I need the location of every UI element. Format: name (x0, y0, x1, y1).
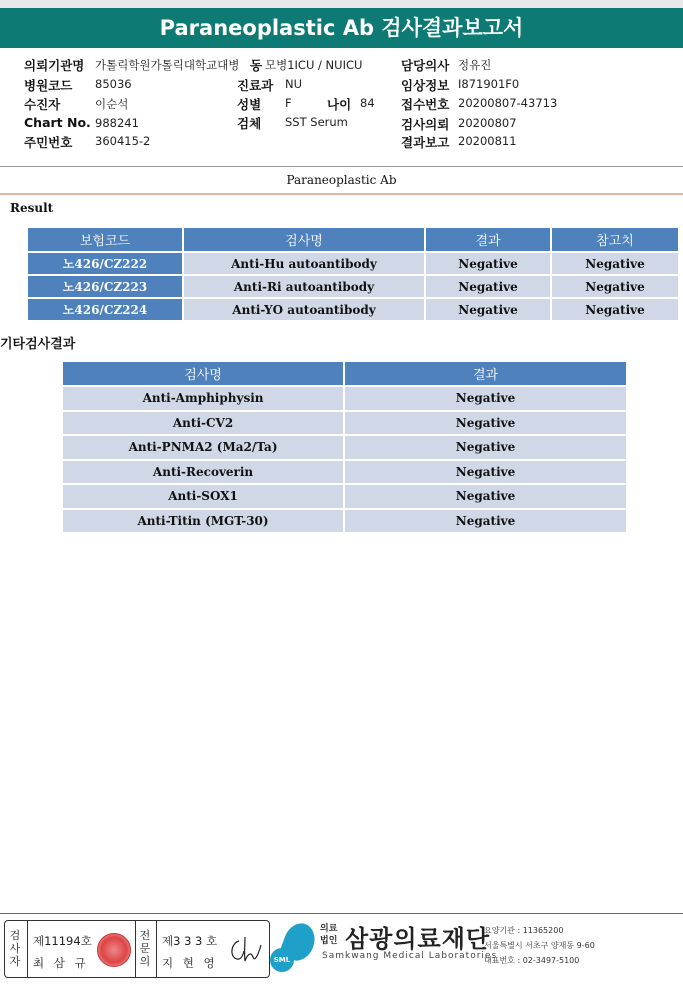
institution-label: 의뢰기관명 (24, 58, 85, 73)
specialist-number: 제3 3 3 호 (162, 934, 218, 948)
reference-value: Negative (552, 276, 678, 297)
table-row (63, 412, 626, 435)
reference-value: Negative (552, 299, 678, 320)
table-row (63, 436, 626, 459)
test-result: Negative (426, 276, 550, 297)
signature-box (4, 920, 270, 978)
column-header: 결과 (345, 362, 626, 385)
result-table (26, 226, 680, 322)
top-band (0, 0, 683, 8)
dept-value: NU (285, 77, 303, 91)
test-result: Negative (345, 387, 626, 410)
test-name: Anti-Ri autoantibody (184, 276, 424, 297)
divider (0, 193, 683, 195)
footer (0, 915, 683, 984)
id-value: 360415-2 (95, 134, 151, 148)
chart-label: Chart No. (24, 115, 91, 130)
ward-value: 모병1ICU / NUICU (265, 58, 363, 72)
test-result: Negative (426, 299, 550, 320)
clinical-label: 임상정보 (401, 78, 450, 93)
sex-label: 성별 (237, 97, 262, 112)
org-address: 서울특별시 서초구 양재동 9-60 (484, 941, 595, 950)
test-name: Anti-Titin (MGT-30) (63, 510, 343, 533)
insurance-code: 노426/CZ224 (28, 299, 182, 320)
column-header: 보험코드 (28, 228, 182, 251)
tester-name: 최 삼 규 (33, 956, 89, 970)
divider (156, 921, 157, 977)
table-row (63, 485, 626, 508)
sex-value: F (285, 96, 292, 110)
divider (0, 166, 683, 167)
table-row (28, 276, 678, 297)
table-row (28, 253, 678, 274)
test-result: Negative (345, 412, 626, 435)
patient-info (0, 48, 683, 166)
hospital-code-label: 병원코드 (24, 78, 73, 93)
reference-value: Negative (552, 253, 678, 274)
other-tests-table (61, 360, 628, 534)
other-tests-heading: 기타검사결과 (0, 337, 76, 352)
org-type: 의료법인 (320, 924, 338, 946)
report-value: 20200811 (458, 134, 517, 148)
specimen-label: 검체 (237, 116, 262, 131)
column-header: 참고치 (552, 228, 678, 251)
dept-label: 진료과 (237, 78, 274, 93)
table-row (63, 461, 626, 484)
test-result: Negative (345, 461, 626, 484)
doctor-value: 정유진 (458, 58, 492, 72)
test-name: Anti-CV2 (63, 412, 343, 435)
column-header: 결과 (426, 228, 550, 251)
footer-divider (0, 913, 683, 914)
test-result: Negative (426, 253, 550, 274)
result-heading: Result (10, 201, 54, 215)
specialist-label: 전 문 의 (139, 929, 151, 968)
section-subtitle: Paraneoplastic Ab (286, 173, 397, 187)
age-label: 나이 (327, 97, 352, 112)
clinical-value: I871901F0 (458, 77, 520, 91)
report-label: 결과보고 (401, 135, 450, 150)
table-row (63, 510, 626, 533)
table-header-row (28, 228, 678, 251)
org-phone: 대표번호 : 02-3497-5100 (484, 956, 580, 965)
insurance-code: 노426/CZ222 (28, 253, 182, 274)
test-name: Anti-Hu autoantibody (184, 253, 424, 274)
org-english-name: Samkwang Medical Laboratories (322, 951, 498, 961)
table-row (28, 299, 678, 320)
org-code: 요양기관 : 11365200 (484, 926, 564, 935)
request-value: 20200807 (458, 116, 517, 130)
signature-mark (227, 935, 265, 965)
age-value: 84 (360, 96, 375, 110)
id-label: 주민번호 (24, 135, 73, 150)
report-title: Paraneoplastic Ab 검사결과보고서 (0, 8, 683, 48)
column-header: 검사명 (184, 228, 424, 251)
test-name: Anti-SOX1 (63, 485, 343, 508)
receipt-label: 접수번호 (401, 97, 450, 112)
org-name: 삼광의료재단 (345, 925, 491, 953)
patient-value: 이순석 (95, 97, 129, 111)
receipt-value: 20200807-43713 (458, 96, 558, 110)
specialist-name: 지 현 영 (162, 956, 218, 970)
test-name: Anti-Amphiphysin (63, 387, 343, 410)
tester-label: 검 사 자 (9, 929, 21, 968)
test-result: Negative (345, 436, 626, 459)
test-result: Negative (345, 485, 626, 508)
seal-stamp (97, 933, 131, 967)
insurance-code: 노426/CZ223 (28, 276, 182, 297)
table-header-row (63, 362, 626, 385)
institution-value: 가톨릭학원가톨릭대학교대병 (95, 58, 240, 72)
chart-value: 988241 (95, 116, 139, 130)
divider (135, 921, 136, 977)
hospital-code-value: 85036 (95, 77, 132, 91)
request-label: 검사의뢰 (401, 117, 450, 132)
specimen-value: SST Serum (285, 115, 348, 129)
test-name: Anti-YO autoantibody (184, 299, 424, 320)
table-row (63, 387, 626, 410)
patient-label: 수진자 (24, 97, 61, 112)
divider (27, 921, 28, 977)
ward-label: 동 (250, 58, 263, 73)
tester-number: 제11194호 (33, 934, 92, 948)
test-result: Negative (345, 510, 626, 533)
company-logo: SML (270, 948, 294, 972)
column-header: 검사명 (63, 362, 343, 385)
doctor-label: 담당의사 (401, 58, 450, 73)
test-name: Anti-Recoverin (63, 461, 343, 484)
test-name: Anti-PNMA2 (Ma2/Ta) (63, 436, 343, 459)
